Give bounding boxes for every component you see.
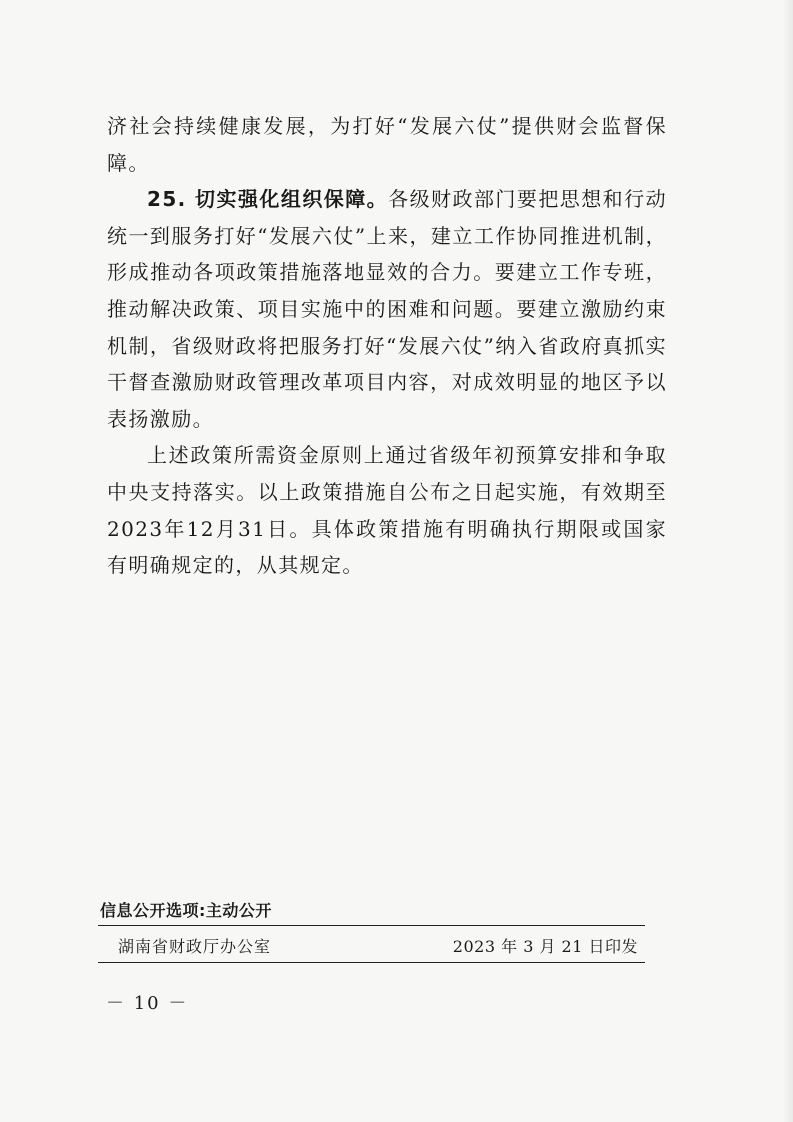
- paragraph-25: [107, 181, 667, 437]
- footer-rule-bottom: [98, 962, 645, 963]
- disclosure-label: 信息公开选项:主动公开: [100, 901, 272, 920]
- paragraph-1-text: 济社会持续健康发展，为打好“发展六仗”提供财会监督保障。: [107, 114, 667, 175]
- body-text: [107, 108, 667, 584]
- paragraph-25-heading: 25. 切实强化组织保障。: [147, 187, 389, 212]
- footer-rule-top: [98, 925, 645, 926]
- issue-date: 2023 年 3 月 21 日印发: [452, 937, 638, 956]
- scan-edge-shadow: [783, 0, 793, 1122]
- paragraph-closing-text: 上述政策所需资金原则上通过省级年初预算安排和争取中央支持落实。以上政策措施自公布之日起实施，有效期至2023年12月31日。具体政策措施有明确执行期限或国家有明确规定的，从其规定。: [107, 443, 667, 578]
- paragraph-closing: [107, 437, 667, 583]
- issuing-office: 湖南省财政厅办公室: [118, 937, 272, 956]
- page-number: － 10 －: [106, 993, 189, 1014]
- paragraph-25-body: 各级财政部门要把思想和行动统一到服务打好“发展六仗”上来，建立工作协同推进机制，形成推动各项政策措施落地显效的合力。要建立工作专班，推动解决政策、项目实施中的困难和问题。要建立激励约束机制，省级财政将把服务打好“发展六仗”纳入省政府真抓实干督查激励财政管理改革项目内容，对成效明显的地区予以表扬激励。: [107, 187, 667, 431]
- paragraph-continuation: [107, 108, 667, 181]
